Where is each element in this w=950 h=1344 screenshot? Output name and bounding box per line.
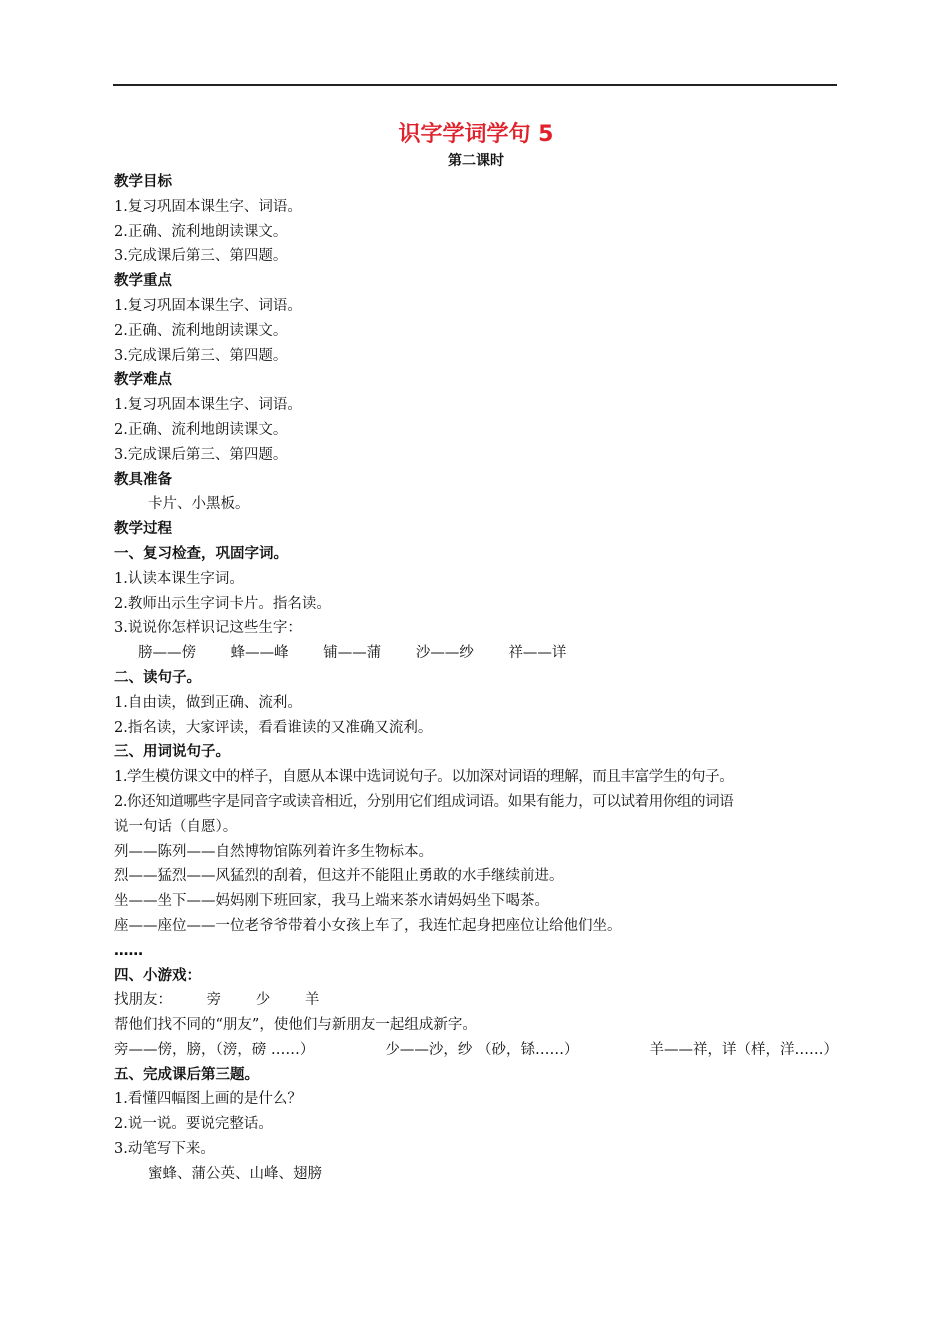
materials-text: 卡片、小黑板。: [148, 496, 250, 513]
goals-item: 1.复习巩固本课生字、词语。: [114, 198, 302, 215]
part2-heading: 二、读句子。: [114, 669, 201, 686]
key-points-item: 2.正确、流利地朗读课文。: [114, 322, 288, 339]
header-rule: [113, 84, 837, 86]
part2-item: 2.指名读，大家评读，看看谁读的又准确又流利。: [114, 719, 433, 736]
difficulties-item: 3.完成课后第三、第四题。: [114, 446, 288, 463]
character-pairs: [114, 641, 838, 666]
game-answer: 少——沙，纱 （砂，铩……）: [385, 1041, 579, 1058]
character-pair: 蜂——峰: [230, 645, 289, 662]
character-pair: 祥——详: [508, 645, 567, 662]
game-instruction: 帮他们找不同的“朋友”，使他们与新朋友一起组成新字。: [114, 1017, 477, 1034]
key-points-heading: 教学重点: [114, 273, 172, 290]
key-points-item: 3.完成课后第三、第四题。: [114, 347, 288, 364]
game-answer: 旁——傍，膀，（滂，磅 ……）: [114, 1041, 315, 1058]
part1-heading: 一、复习检查，巩固字词。: [114, 545, 288, 562]
example-sentence: 坐——坐下——妈妈刚下班回家，我马上端来茶水请妈妈坐下喝茶。: [114, 893, 549, 910]
part1-item: 3.说说你怎样识记这些生字：: [114, 620, 302, 637]
example-sentence: 列——陈列——自然博物馆陈列着许多生物标本。: [114, 843, 433, 860]
part5-item: 3.动笔写下来。: [114, 1141, 215, 1158]
character-pair: 铺——蒲: [323, 645, 382, 662]
part5-item: 2.说一说。要说完整话。: [114, 1116, 273, 1133]
friend-char: 旁: [206, 992, 222, 1009]
goals-item: 3.完成课后第三、第四题。: [114, 248, 288, 265]
process-heading: 教学过程: [114, 521, 172, 538]
example-sentence: 座——座位——一位老爷爷带着小女孩上车了，我连忙起身把座位让给他们坐。: [114, 917, 622, 934]
part5-item: 1.看懂四幅图上画的是什么？: [114, 1091, 302, 1108]
game-answer: 羊——祥，详（样，洋……）: [649, 1041, 838, 1058]
friends-label: 找朋友：: [114, 992, 172, 1009]
character-pair: 膀——傍: [138, 645, 196, 662]
page-title: 识字学词学句 5: [398, 122, 554, 147]
part5-words: 蜜蜂、蒲公英、山峰、翅膀: [148, 1165, 322, 1182]
part3-item-continued: 说一句话（自愿）。: [114, 818, 238, 835]
ellipsis: ……: [114, 942, 143, 959]
part3-item: 2.你还知道哪些字是同音字或读音相近，分别用它们组成词语。如果有能力，可以试着用你组的词语: [114, 793, 734, 810]
document-body: [114, 118, 838, 1187]
part3-item: 1.学生模仿课文中的样子，自愿从本课中选词说句子。以加深对词语的理解，而且丰富学生的句子。: [114, 769, 734, 786]
page-subtitle: 第二课时: [448, 153, 504, 169]
part4-heading: 四、小游戏：: [114, 967, 201, 984]
character-pair: 沙——纱: [415, 645, 474, 662]
game-answers: [114, 1038, 838, 1063]
difficulties-item: 1.复习巩固本课生字、词语。: [114, 397, 302, 414]
key-points-item: 1.复习巩固本课生字、词语。: [114, 297, 302, 314]
goals-heading: 教学目标: [114, 174, 172, 190]
friends-row: [114, 988, 838, 1013]
friend-char: 少: [255, 992, 271, 1009]
part1-item: 1.认读本课生字词。: [114, 570, 244, 587]
materials-heading: 教具准备: [114, 471, 172, 488]
friend-char: 羊: [304, 992, 320, 1009]
part1-item: 2.教师出示生字词卡片。指名读。: [114, 595, 331, 612]
difficulties-item: 2.正确、流利地朗读课文。: [114, 421, 288, 438]
part3-heading: 三、用词说句子。: [114, 744, 230, 761]
goals-item: 2.正确、流利地朗读课文。: [114, 223, 288, 240]
difficulties-heading: 教学难点: [114, 372, 172, 389]
part5-heading: 五、完成课后第三题。: [114, 1066, 259, 1083]
example-sentence: 烈——猛烈——风猛烈的刮着，但这并不能阻止勇敢的水手继续前进。: [114, 868, 564, 885]
part2-item: 1.自由读，做到正确、流利。: [114, 694, 302, 711]
